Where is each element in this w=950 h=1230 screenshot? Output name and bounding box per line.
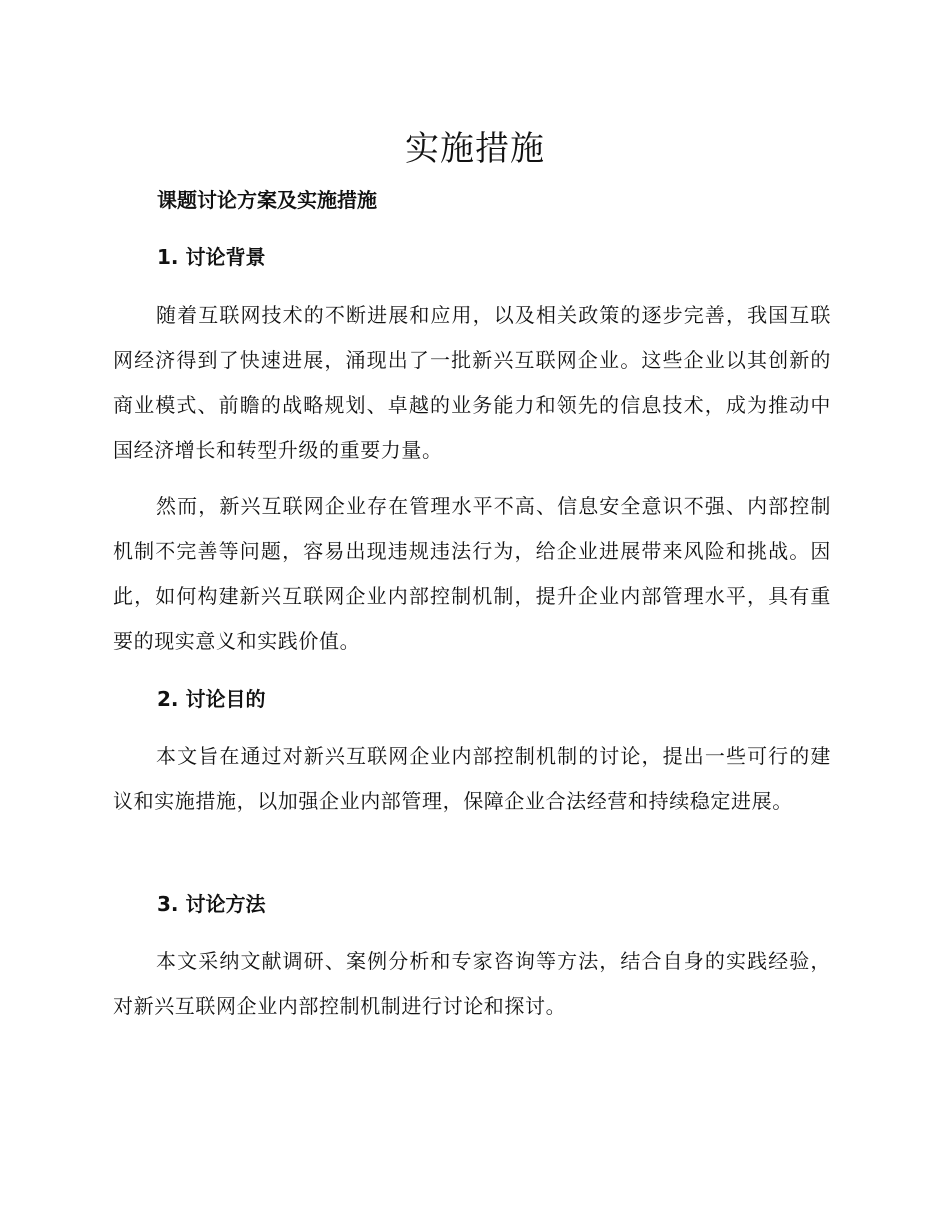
paragraph-background-2: 然而，新兴互联网企业存在管理水平不高、信息安全意识不强、内部控制机制不完善等问题，容易出现违规违法行为，给企业进展带来风险和挑战。因此，如何构建新兴互联网企业内部控制机制，提升企业内部管理水平，具有重要的现实意义和实践价值。: [113, 494, 831, 653]
section-heading-method: 3. 讨论方法: [157, 892, 266, 916]
paragraph-method: 本文采纳文献调研、案例分析和专家咨询等方法，结合自身的实践经验，对新兴互联网企业内部控制机制进行讨论和探讨。: [113, 949, 831, 1018]
paragraph-background-1: 随着互联网技术的不断进展和应用，以及相关政策的逐步完善，我国互联网经济得到了快速进展，涌现出了一批新兴互联网企业。这些企业以其创新的商业模式、前瞻的战略规划、卓越的业务能力和领先的信息技术，成为推动中国经济增长和转型升级的重要力量。: [113, 303, 831, 462]
page-title: 实施措施: [405, 129, 545, 169]
section-heading-background: 1. 讨论背景: [157, 245, 266, 269]
document-subtitle: 课题讨论方案及实施措施: [157, 188, 377, 212]
section-heading-purpose: 2. 讨论目的: [157, 687, 266, 711]
paragraph-purpose: 本文旨在通过对新兴互联网企业内部控制机制的讨论，提出一些可行的建议和实施措施，以加强企业内部管理，保障企业合法经营和持续稳定进展。: [113, 744, 831, 813]
